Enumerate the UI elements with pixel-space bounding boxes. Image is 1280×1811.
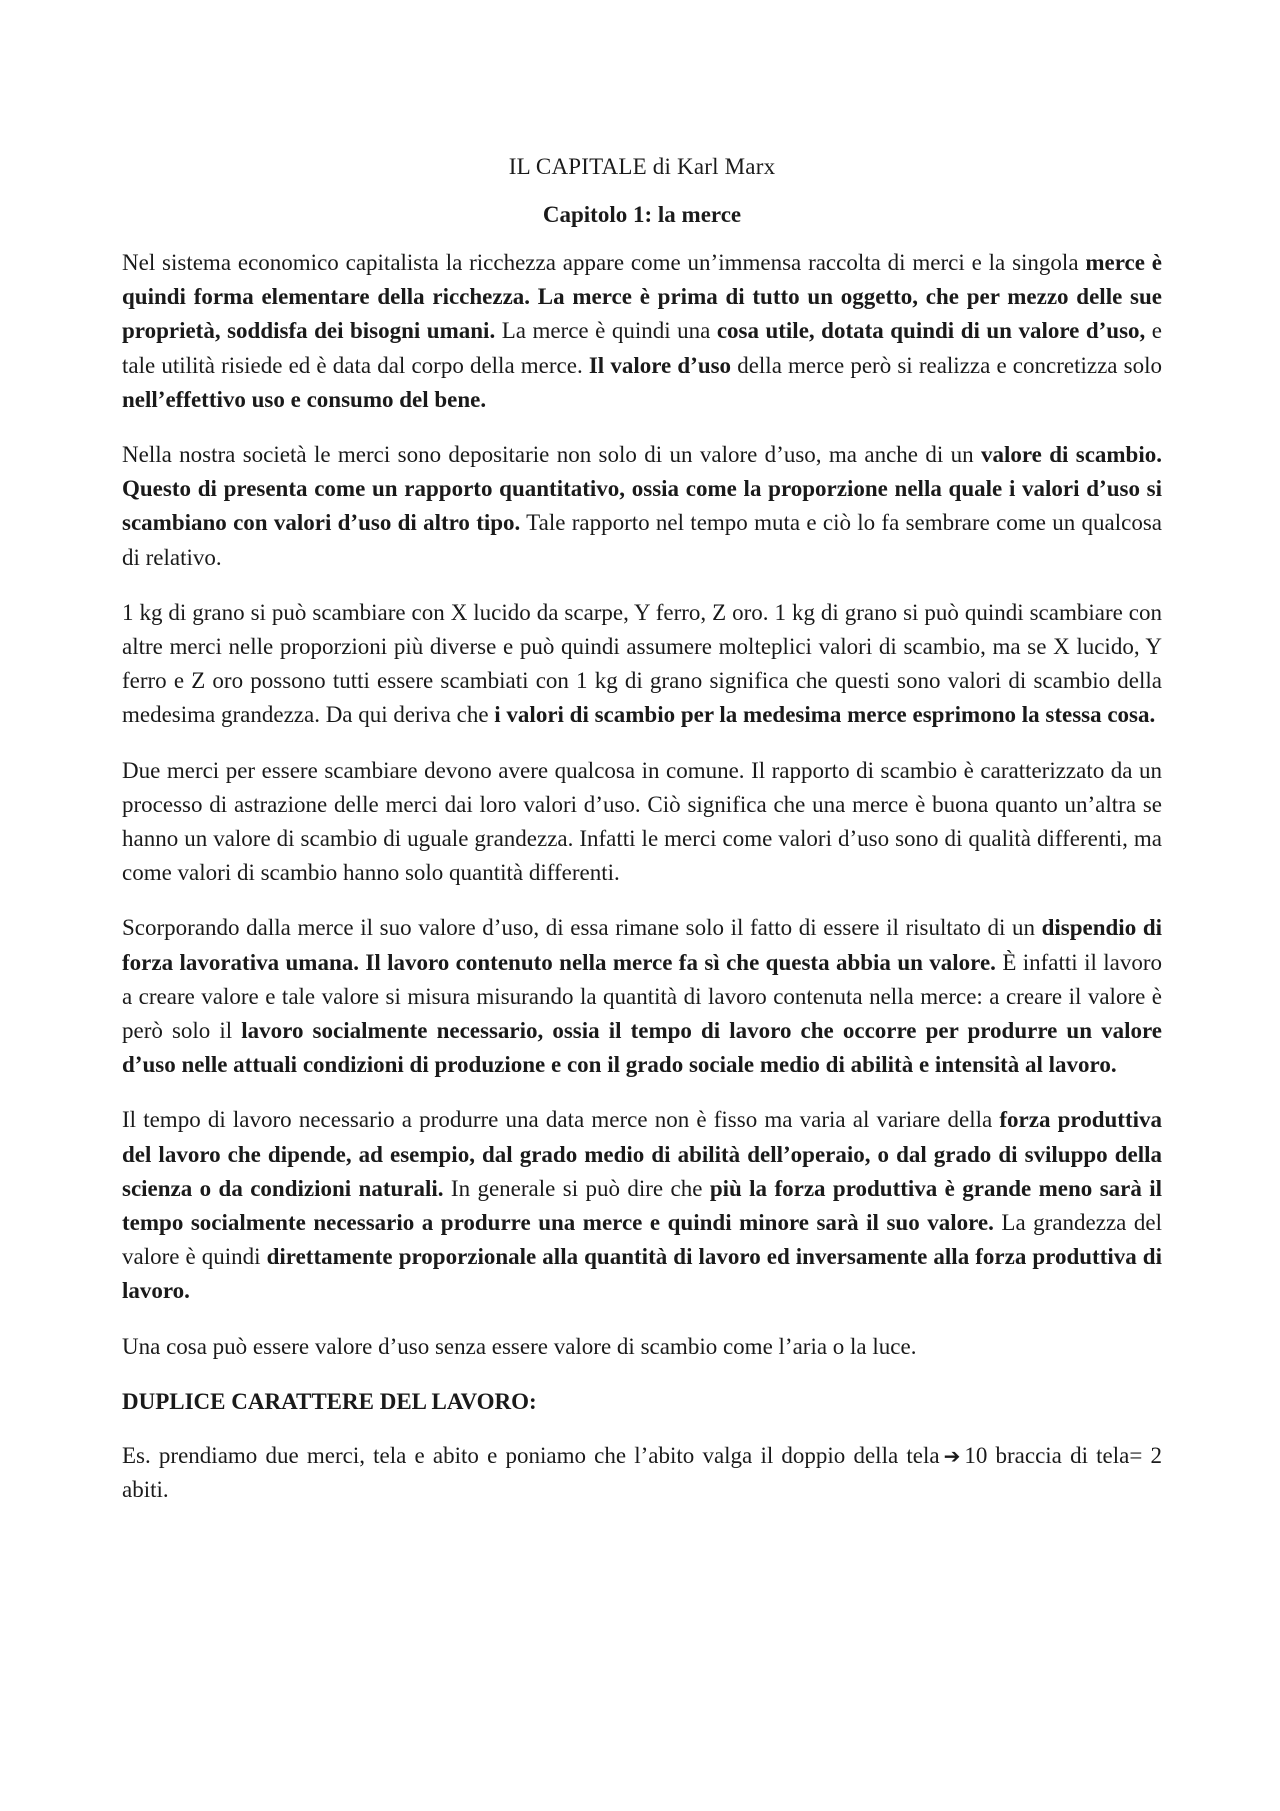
paragraph-8-text-a: Es. prendiamo due merci, tela e abito e poniamo che l’abito valga il doppio della tela	[122, 1442, 940, 1468]
paragraph-5-bold-b: dispendio di forza lavorativa umana. Il lavoro contenuto nella merce fa sì che questa abbia un valore.	[122, 915, 1162, 975]
paragraph-1-bold-b: merce è quindi forma elementare della ricchezza. La merce è prima di tutto un oggetto, che per mezzo delle sue proprietà, soddisfa dei bisogni umani.	[122, 250, 1162, 344]
paragraph-6-bold-d: più la forza produttiva è grande meno sarà il tempo socialmente necessario a produrre una merce e quindi minore sarà il suo valore.	[122, 1175, 1163, 1236]
paragraph-1-text-e: e tale utilità risiede ed è data dal corpo della merce.	[122, 318, 1162, 378]
document-title: IL CAPITALE di Karl Marx	[508, 154, 776, 179]
chapter-heading: Capitolo 1: la merce	[542, 202, 742, 227]
paragraph-3-text-a: 1 kg di grano si può scambiare con X lucido da scarpe, Y ferro, Z oro. 1 kg di grano si può quindi scambiare con altre merci nelle proporzioni più diverse e può quindi assumere molteplici valori di scambio, ma se X lucido, Y ferro e Z oro possono tutti essere scambiati con 1 kg di grano significa che questi sono valori di scambio della medesima grandezza. Da qui deriva che	[122, 599, 1162, 728]
paragraph-6	[122, 1103, 1162, 1308]
paragraph-6-bold-f: direttamente proporzionale alla quantità di lavoro ed inversamente alla forza produttiva di lavoro.	[122, 1244, 1162, 1304]
paragraph-6-text-e: La grandezza del valore è quindi	[122, 1210, 1163, 1270]
paragraph-6-bold-b: forza produttiva del lavoro che dipende, ad esempio, dal grado medio di abilità dell’operaio, o dal grado di sviluppo della scienza o da condizioni naturali.	[122, 1107, 1162, 1201]
paragraph-1-bold-d: cosa utile, dotata quindi di un valore d’uso,	[716, 318, 1146, 344]
arrow-right-icon: ➔	[943, 1443, 961, 1468]
paragraph-1-text-g: della merce però si realizza e concretizza solo	[731, 352, 1162, 378]
paragraph-5-text-c: È infatti il lavoro a creare valore e tale valore si misura misurando la quantità di lavoro contenuta nella merce: a creare il valore è però solo il	[122, 949, 1163, 1044]
paragraph-5	[122, 911, 1162, 1082]
paragraph-4: Due merci per essere scambiare devono avere qualcosa in comune. Il rapporto di scambio è caratterizzato da un processo di astrazione delle merci dai loro valori d’uso. Ciò significa che una merce è buona quanto un’altra se hanno un valore di scambio di uguale grandezza. Infatti le merci come valori d’uso sono di qualità differenti, ma come valori di scambio hanno solo quantità differenti.	[122, 757, 1162, 886]
paragraph-1-bold-f: Il valore d’uso	[588, 352, 732, 378]
paragraph-8	[122, 1439, 1162, 1507]
document-body	[122, 150, 1162, 1528]
paragraph-3-bold-b: i valori di scambio per la medesima merce esprimono la stessa cosa.	[494, 702, 1156, 728]
paragraph-1-text-c: La merce è quindi una	[495, 318, 717, 344]
paragraph-7: Una cosa può essere valore d’uso senza essere valore di scambio come l’aria o la luce.	[122, 1333, 917, 1359]
paragraph-2	[122, 438, 1162, 575]
paragraph-1-bold-h: nell’effettivo uso e consumo del bene.	[122, 386, 487, 412]
paragraph-5-bold-d: lavoro socialmente necessario, ossia il tempo di lavoro che occorre per produrre un valore d’uso nelle attuali condizioni di produzione e con il grado sociale medio di abilità e intensità al lavoro.	[122, 1018, 1162, 1078]
paragraph-1-text-a: Nel sistema economico capitalista la ricchezza appare come un’immensa raccolta di merci e la singola	[122, 250, 1086, 275]
paragraph-6-text-a: Il tempo di lavoro necessario a produrre una data merce non è fisso ma varia al variare della	[122, 1107, 1000, 1133]
paragraph-3	[122, 596, 1162, 733]
paragraph-6-text-c: In generale si può dire che	[443, 1175, 710, 1201]
paragraph-2-text-c: Tale rapporto nel tempo muta e ciò lo fa sembrare come un qualcosa di relativo.	[122, 510, 1162, 570]
section-heading: DUPLICE CARATTERE DEL LAVORO:	[122, 1388, 537, 1414]
paragraph-2-bold-b: valore di scambio. Questo di presenta come un rapporto quantitativo, ossia come la proporzione nella quale i valori d’uso si scambiano con valori d’uso di altro tipo.	[122, 442, 1162, 536]
paragraph-8-text-b: 10 braccia di tela= 2 abiti.	[122, 1442, 1162, 1503]
paragraph-5-text-a: Scorporando dalla merce il suo valore d’uso, di essa rimane solo il fatto di essere il risultato di un	[122, 915, 1042, 941]
paragraph-2-text-a: Nella nostra società le merci sono depositarie non solo di un valore d’uso, ma anche di un	[122, 442, 981, 468]
paragraph-1	[122, 246, 1162, 417]
